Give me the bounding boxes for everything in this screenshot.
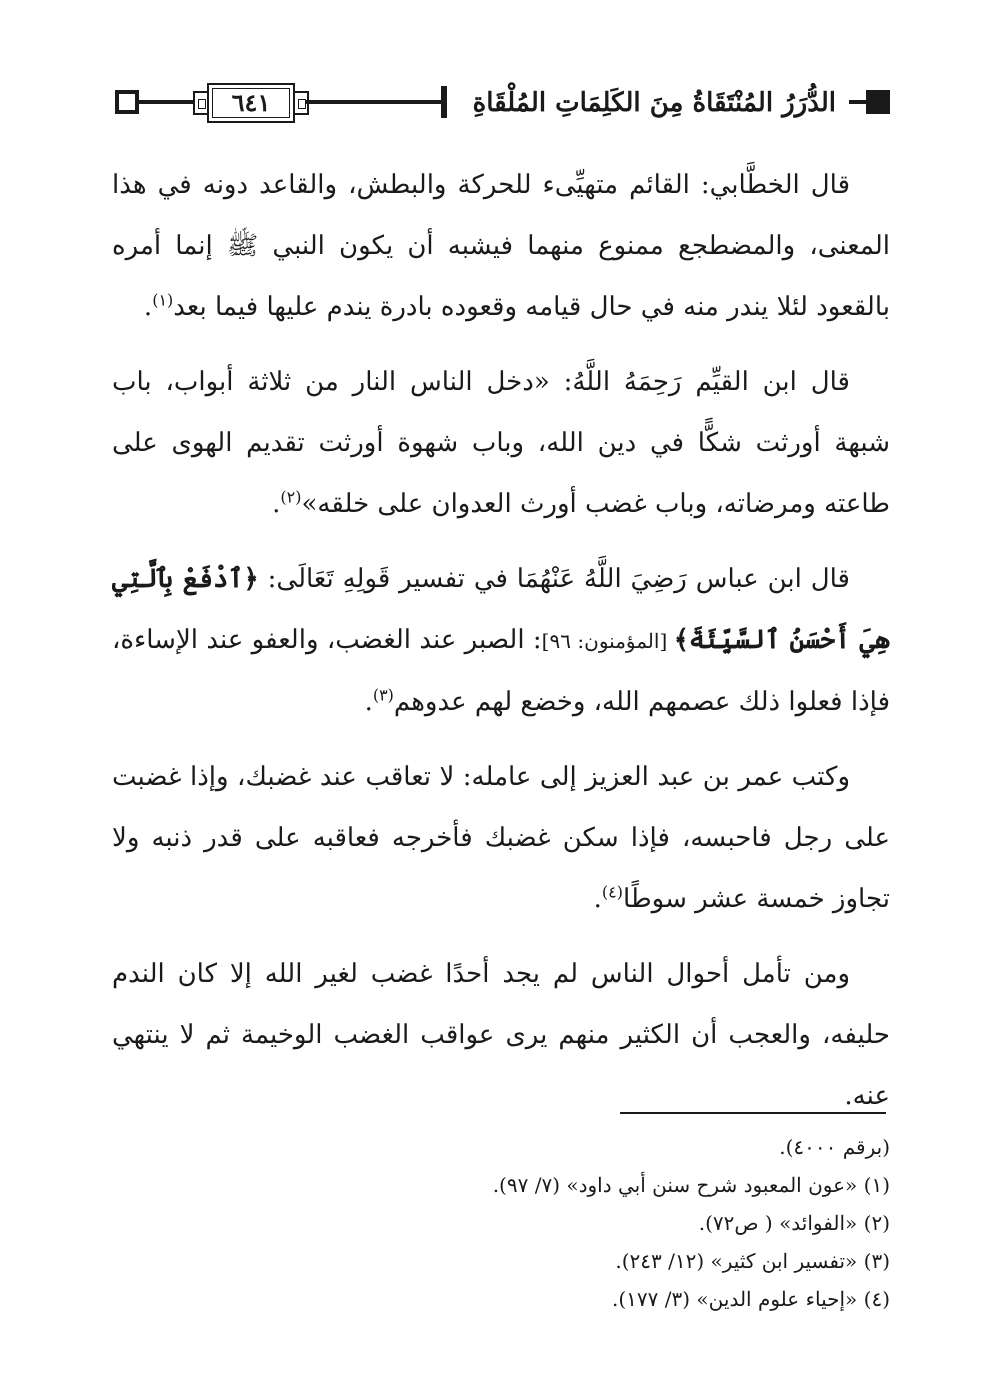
- header-right-rule: [849, 100, 867, 104]
- footnote-1: (١) «عون المعبود شرح سنن أبي داود» (٧/ ٩٧).: [492, 1173, 890, 1197]
- paragraph-end: .: [364, 687, 373, 717]
- header-divider-bar: [441, 86, 447, 118]
- quran-reference: [المؤمنون: ٩٦]: [541, 629, 674, 653]
- main-text: [112, 155, 890, 1141]
- paragraph-text: وكتب عمر بن عبد العزيز إلى عامله: لا تعاقب عند غضبك، وإذا غضبت على رجل فاحبسه، فإذا سكن غضبك فأخرجه فعاقبه على قدر ذنبه ولا تجاوز خمسة عشر سوطًا: [112, 762, 890, 914]
- footnote-ref-1: (١): [152, 290, 174, 310]
- paragraph-text: قال الخطَّابي: القائم متهيِّىء للحركة والبطش، والقاعد دونه في هذا المعنى، والمضطجع ممنوع منهما فيشبه أن يكون النبي ﷺ إنما أمره بالقعود لئلا يندر منه في حال قيامه وقعوده بادرة يندم عليها فيما بعد: [112, 170, 890, 322]
- footnote-4: (٤) «إحياء علوم الدين» (٣/ ١٧٧).: [612, 1287, 890, 1311]
- paragraph-end: .: [593, 884, 602, 914]
- paragraph-text: قال ابن القيِّم رَحِمَهُ اللَّهُ: «دخل الناس النار من ثلاثة أبواب، باب شبهة أورثت شكًّا في دين الله، وباب شهوة أورثت تقديم الهوى على طاعته ومرضاته، وباب غضب أورث العدوان على خلقه»: [112, 367, 890, 519]
- footnote-3: (٣) «تفسير ابن كثير» (١٢/ ٢٤٣).: [615, 1249, 890, 1273]
- paragraph-ibn-qayyim: [112, 352, 890, 535]
- paragraph-ibn-abbas: [112, 549, 890, 733]
- paragraph-end: .: [143, 292, 153, 322]
- footnotes: [300, 1128, 890, 1318]
- footnote-continuation: (برقم ٤٠٠٠).: [779, 1135, 890, 1159]
- paragraph-text-before: قال ابن عباس رَضِيَ اللَّهُ عَنْهُمَا في تفسير قَولِهِ تَعَالَى:: [258, 564, 850, 594]
- paragraph-conclusion: [112, 944, 890, 1127]
- page-header: [115, 78, 890, 128]
- paragraph-text: ومن تأمل أحوال الناس لم يجد أحدًا غضب لغير الله إلا كان الندم حليفه، والعجب أن الكثير منهم يرى عواقب الغضب الوخيمة ثم لا ينتهي عنه.: [112, 959, 890, 1111]
- header-middle-rule: [305, 100, 445, 104]
- footnote-ref-2: (٢): [280, 487, 302, 507]
- header-left-square-ornament: [115, 90, 139, 114]
- paragraph-khattabi: [112, 155, 890, 338]
- page-number: ٦٤١: [231, 88, 271, 117]
- footnote-ref-4: (٤): [601, 882, 624, 902]
- footnote-2: (٢) «الفوائد» ( ص٧٢).: [698, 1211, 890, 1235]
- paragraph-umar: [112, 747, 890, 930]
- quran-verse: ﴿ٱدْفَعْ بِٱلَّتِي هِيَ أَحْسَنُ ٱلسَّيِّئَةَ﴾: [112, 564, 890, 655]
- paragraph-text-after: : الصبر عند الغضب، والعفو عند الإساءة، فإذا فعلوا ذلك عصمهم الله، وخضع لهم عدوهم: [112, 625, 890, 717]
- header-right-square-ornament: [866, 90, 890, 114]
- footnote-ref-3: (٣): [372, 685, 394, 705]
- paragraph-end: .: [272, 489, 281, 519]
- book-title: الدُّرَرُ المُنْتَقَاةُ مِنَ الكَلِمَاتِ المُلْقَاةِ: [463, 78, 846, 128]
- footnote-separator: [620, 1112, 886, 1114]
- page-number-cartouche: [193, 83, 309, 123]
- header-left-rule: [139, 100, 199, 104]
